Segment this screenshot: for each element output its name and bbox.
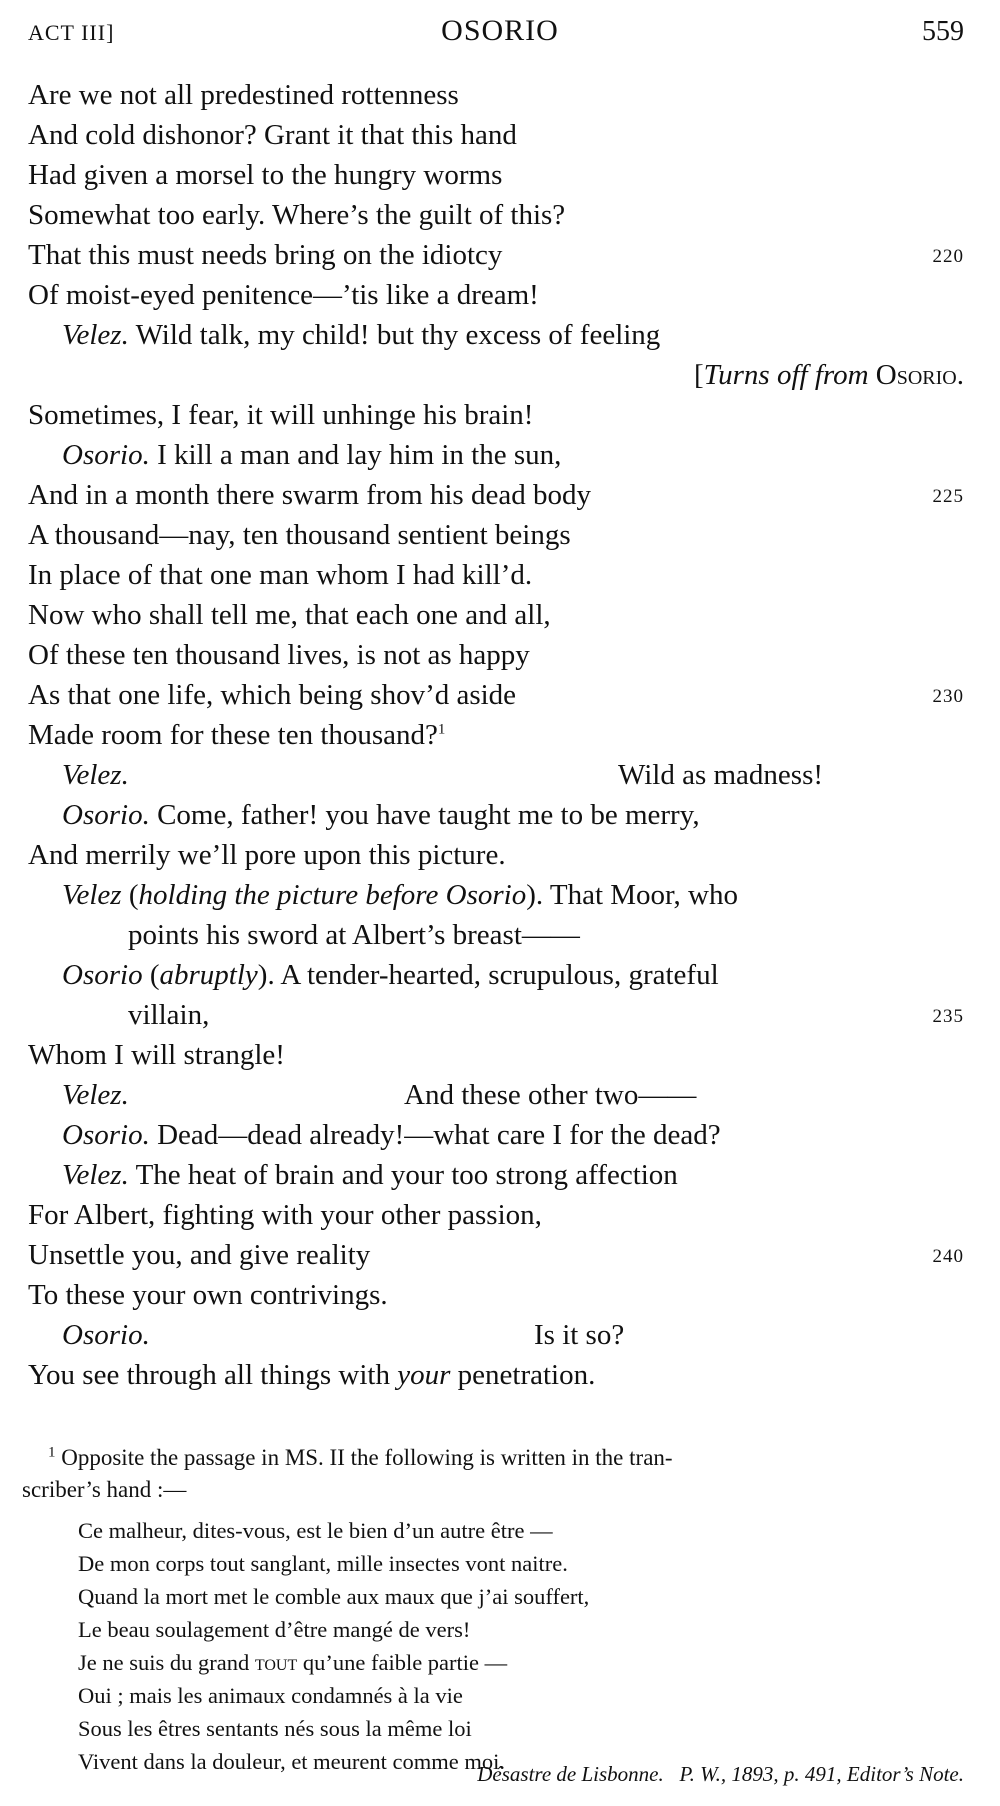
stage-direction: holding the picture before Osorio: [138, 879, 527, 911]
verse-line: Osorio. Is it so?: [0, 1315, 1000, 1355]
footnote-citation: Désastre de Lisbonne. P. W., 1893, p. 491, Editor’s Note.: [477, 1762, 964, 1786]
verse-line: Somewhat too early. Where’s the guilt of this?: [28, 199, 566, 231]
verse-line: For Albert, fighting with your other passion,: [28, 1199, 542, 1231]
verse-line: points his sword at Albert’s breast——: [128, 919, 580, 951]
speaker-name: Velez: [62, 879, 122, 911]
verse-line: Are we not all predestined rottenness: [28, 79, 459, 111]
verse-line: Velez. And these other two——: [0, 1075, 1000, 1115]
speaker-name: Osorio.: [62, 1119, 150, 1151]
footnote: $^1$ Opposite the passage in MS. II the following is written in the tran- scriber’s hand :—: [22, 1444, 673, 1502]
speaker-name: Osorio.: [62, 439, 150, 471]
verse-line: villain, 235: [0, 995, 1000, 1035]
page-title: OSORIO: [441, 14, 559, 47]
verse-line: That this must needs bring on the idiotcy 220: [0, 235, 1000, 275]
verse-line: Velez. The heat of brain and your too strong affection: [62, 1159, 678, 1191]
speaker-name: Velez.: [62, 319, 129, 351]
act-label: ACT III]: [28, 20, 115, 45]
quote-line: Ce malheur, dites-vous, est le bien d’un autre être —: [78, 1518, 553, 1543]
speaker-name: Velez.: [62, 1079, 129, 1111]
verse-line: Of these ten thousand lives, is not as happy: [28, 639, 530, 671]
verse-line: And merrily we’ll pore upon this picture.: [28, 839, 506, 871]
line-number: 235: [932, 1006, 964, 1027]
quote-line: Oui ; mais les animaux condamnés à la vie: [78, 1683, 463, 1708]
verse-line: Velez. Wild talk, my child! but thy excess of feeling: [62, 319, 661, 351]
verse-line: Osorio. Dead—dead already!—what care I for the dead?: [62, 1119, 721, 1151]
line-number: 225: [932, 486, 964, 507]
verse-line: And cold dishonor? Grant it that this hand: [28, 119, 517, 151]
footnote-marker: 1: [48, 1444, 56, 1461]
line-number: 220: [932, 246, 964, 267]
verse-line: Osorio. I kill a man and lay him in the sun,: [62, 439, 562, 471]
speaker-name: Velez.: [62, 1159, 129, 1191]
speaker-name: Osorio.: [62, 1319, 150, 1351]
speaker-name: Osorio: [62, 959, 143, 991]
quote-line: Vivent dans la douleur, et meurent comme moi.: [78, 1749, 506, 1774]
verse-line: Sometimes, I fear, it will unhinge his brain!: [28, 399, 534, 431]
verse-line: Now who shall tell me, that each one and all,: [28, 599, 551, 631]
running-header: [0, 14, 1000, 54]
verse-line: Made room for these ten thousand?$^1$: [28, 719, 446, 751]
verse-line: You see through all things with your penetration.: [28, 1359, 596, 1391]
verse-line: To these your own contrivings.: [28, 1279, 388, 1311]
stage-direction: [Turns off from Osorio.: [693, 359, 964, 391]
verse-line: Osorio (abruptly). A tender-hearted, scrupulous, grateful: [62, 959, 719, 991]
verse-line: Osorio. Come, father! you have taught me to be merry,: [62, 799, 700, 831]
verse-line: Had given a morsel to the hungry worms: [28, 159, 503, 191]
page-number: 559: [922, 16, 964, 47]
verse-body: [0, 75, 1000, 1395]
quote-line: Je ne suis du grand tout qu’une faible partie —: [78, 1650, 508, 1675]
verse-line: Of moist-eyed penitence—’tis like a dream!: [28, 279, 539, 311]
quote-line: Sous les êtres sentants nés sous la même loi: [78, 1716, 472, 1741]
verse-line: A thousand—nay, ten thousand sentient beings: [28, 519, 571, 551]
footnote-marker: 1: [437, 721, 446, 738]
verse-line: Whom I will strangle!: [28, 1039, 285, 1071]
footnote-quotation: [0, 1514, 1000, 1778]
quote-line: Quand la mort met le comble aux maux que j’ai souffert,: [78, 1584, 590, 1609]
verse-line: Unsettle you, and give reality 240: [0, 1235, 1000, 1275]
speaker-name: Osorio.: [62, 799, 150, 831]
verse-line: Velez (holding the picture before Osorio). That Moor, who: [62, 879, 738, 911]
verse-line: In place of that one man whom I had kill’d.: [28, 559, 533, 591]
stage-direction: abruptly: [159, 959, 258, 991]
speaker-name: Velez.: [62, 759, 129, 791]
quote-line: De mon corps tout sanglant, mille insectes vont naitre.: [78, 1551, 568, 1576]
verse-line: Velez. Wild as madness!: [0, 755, 1000, 795]
verse-line: As that one life, which being shov’d aside 230: [0, 675, 1000, 715]
verse-line: And in a month there swarm from his dead body 225: [0, 475, 1000, 515]
line-number: 240: [932, 1246, 964, 1267]
quote-line: Le beau soulagement d’être mangé de vers!: [78, 1617, 471, 1642]
line-number: 230: [932, 686, 964, 707]
